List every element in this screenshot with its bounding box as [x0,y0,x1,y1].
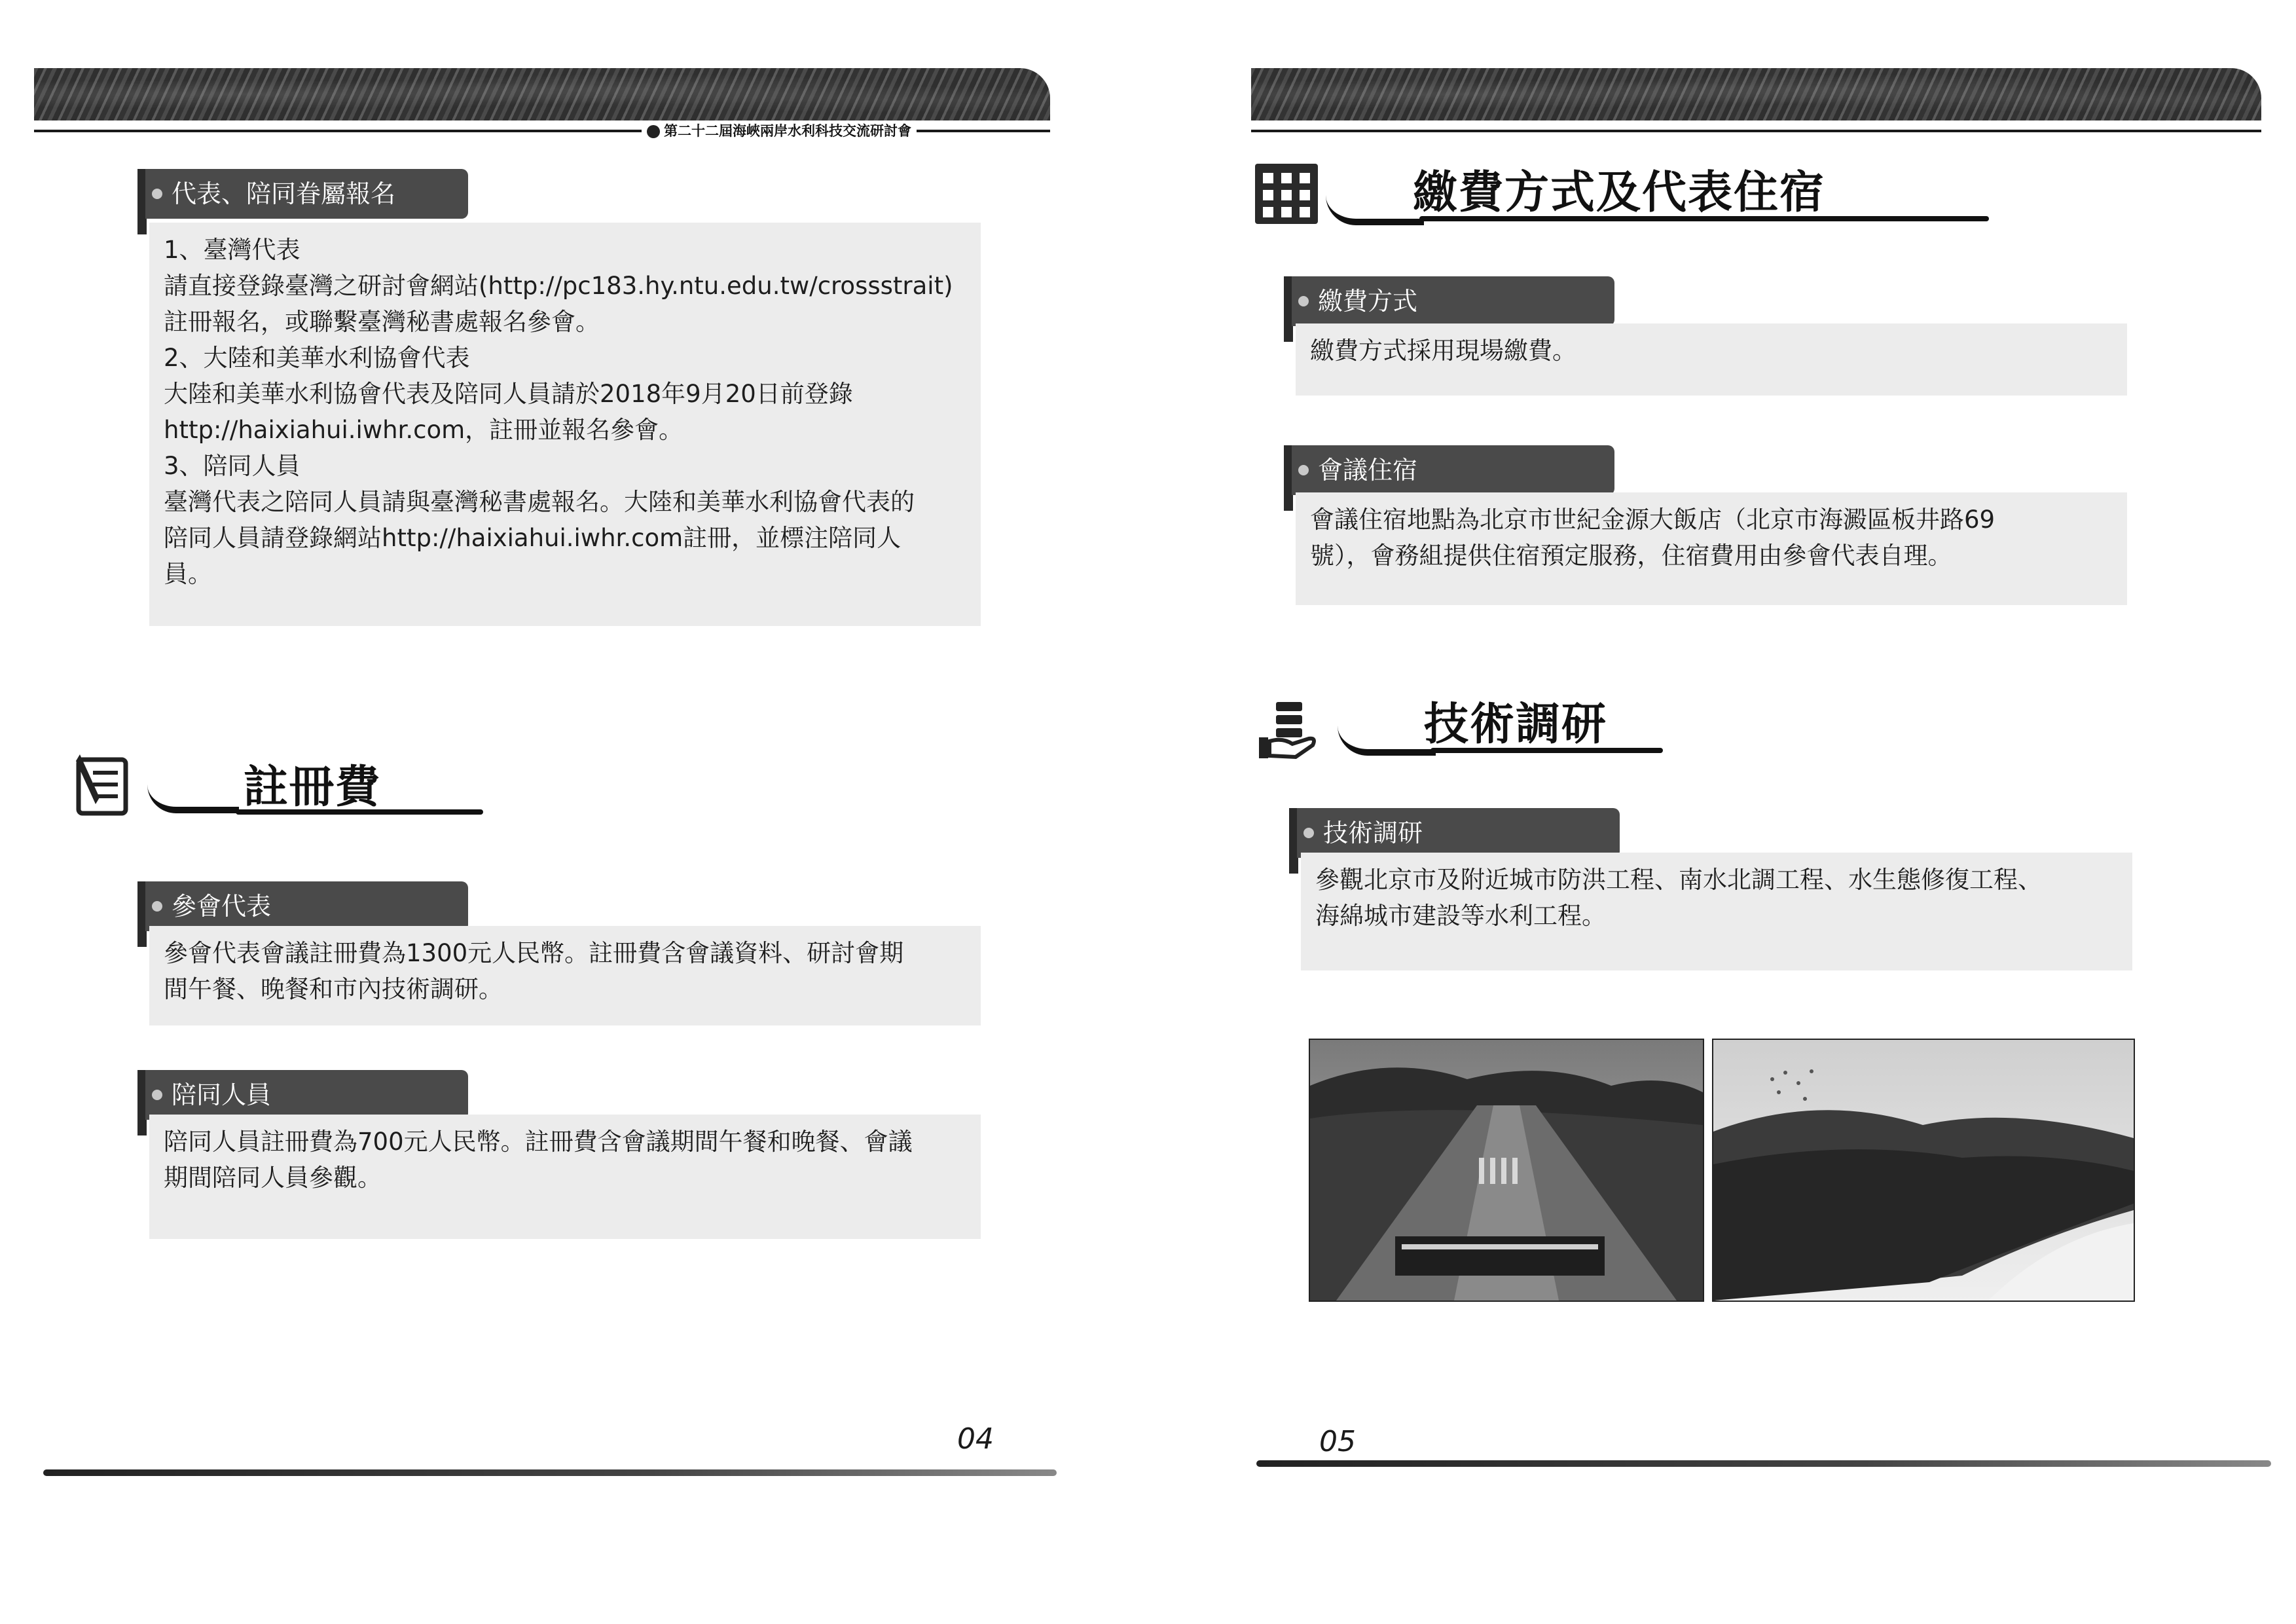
hotel-tag [1284,445,1614,495]
bullet-icon [152,1090,162,1100]
page-number: 04 [957,1422,994,1456]
delegate-line: 間午餐、晚餐和市內技術調研。 [164,975,503,1003]
footer-rule [1256,1460,2271,1467]
tech-box [1301,853,2132,970]
tag-tail [137,931,147,947]
fee-title: 註冊費 [244,762,382,813]
delegate-line: 參會代表會議註冊費為1300元人民幣。註冊費含會議資料、研討會期 [164,939,904,967]
page-number: 05 [1319,1425,1356,1458]
tech-line: 參觀北京市及附近城市防洪工程、南水北調工程、水生態修復工程、 [1315,866,2042,894]
title-swoosh [1338,726,1436,756]
bullet-icon [1298,465,1309,475]
header-band [34,68,1050,120]
registration-line: 3、陪同人員 [164,452,301,480]
hotel-line: 會議住宿地點為北京市世紀金源大飯店（北京市海澱區板井路69 [1310,506,1995,534]
footer-rule [43,1469,1057,1476]
delegate-box [149,926,981,1025]
city-photo [1712,1039,2135,1302]
tech-line: 海綿城市建設等水利工程。 [1315,902,1606,930]
registration-line: 員。 [164,560,212,588]
tech-tag [1289,808,1620,858]
registration-line: 請直接登錄臺灣之研討會網站(http://pc183.hy.ntu.edu.tw/crossstrait) [164,272,953,300]
tech-tag-label: 技術調研 [1323,819,1423,847]
hotel-box [1296,492,2127,605]
delegate-tag [137,881,468,931]
tag-tail [1284,495,1293,511]
logo-icon [647,125,660,138]
title-swoosh [1326,195,1424,225]
right-page [1148,0,2296,1624]
registration-line: 臺灣代表之陪同人員請與臺灣秘書處報名。大陸和美華水利協會代表的 [164,488,915,516]
companion-line: 陪同人員註冊費為700元人民幣。註冊費含會議期間午餐和晚餐、會議 [164,1128,913,1156]
bullet-icon [152,901,162,912]
payment-title: 繳費方式及代表住宿 [1413,167,1826,219]
registration-line: 大陸和美華水利協會代表及陪同人員請於2018年9月20日前登錄 [164,380,853,408]
bullet-icon [1298,296,1309,306]
bullet-icon [152,189,162,199]
payment-tag-label: 繳費方式 [1318,287,1418,316]
payment-box [1296,323,2127,396]
tag-tail [1289,858,1298,874]
registration-line: http://haixiahui.iwhr.com，註冊並報名參會。 [164,416,683,444]
registration-box [149,223,981,626]
companion-box [149,1115,981,1239]
payment-text: 繳費方式採用現場繳費。 [1310,337,1576,365]
hotel-line: 號），會務組提供住宿預定服務，住宿費用由參會代表自理。 [1310,542,1952,570]
tag-tail [137,1120,147,1135]
payment-tag [1284,276,1614,326]
registration-line: 註冊報名，或聯繫臺灣秘書處報名參會。 [164,308,600,336]
delegate-tag-label: 參會代表 [172,892,272,921]
document-pen-icon [73,752,139,817]
dam-photo [1309,1039,1704,1302]
registration-tag [137,169,468,219]
building-icon [1252,161,1324,227]
hotel-tag-label: 會議住宿 [1318,456,1418,485]
tech-title: 技術調研 [1424,699,1608,750]
conference-caption: 第二十二屆海峽兩岸水利科技交流研討會 [642,120,917,140]
companion-tag-label: 陪同人員 [172,1080,272,1109]
bullet-icon [1303,828,1314,838]
header-band [1251,68,2261,120]
tag-tail [137,219,147,234]
registration-tag-label: 代表、陪同眷屬報名 [172,179,396,208]
companion-tag [137,1070,468,1120]
hand-server-icon [1256,698,1322,764]
header-rule [1251,130,2261,132]
registration-line: 2、大陸和美華水利協會代表 [164,344,470,372]
tag-tail [1284,326,1293,342]
title-swoosh [147,784,239,813]
registration-line: 陪同人員請登錄網站http://haixiahui.iwhr.com註冊，並標注陪同人 [164,524,902,552]
registration-line: 1、臺灣代表 [164,236,301,264]
companion-line: 期間陪同人員參觀。 [164,1164,382,1192]
